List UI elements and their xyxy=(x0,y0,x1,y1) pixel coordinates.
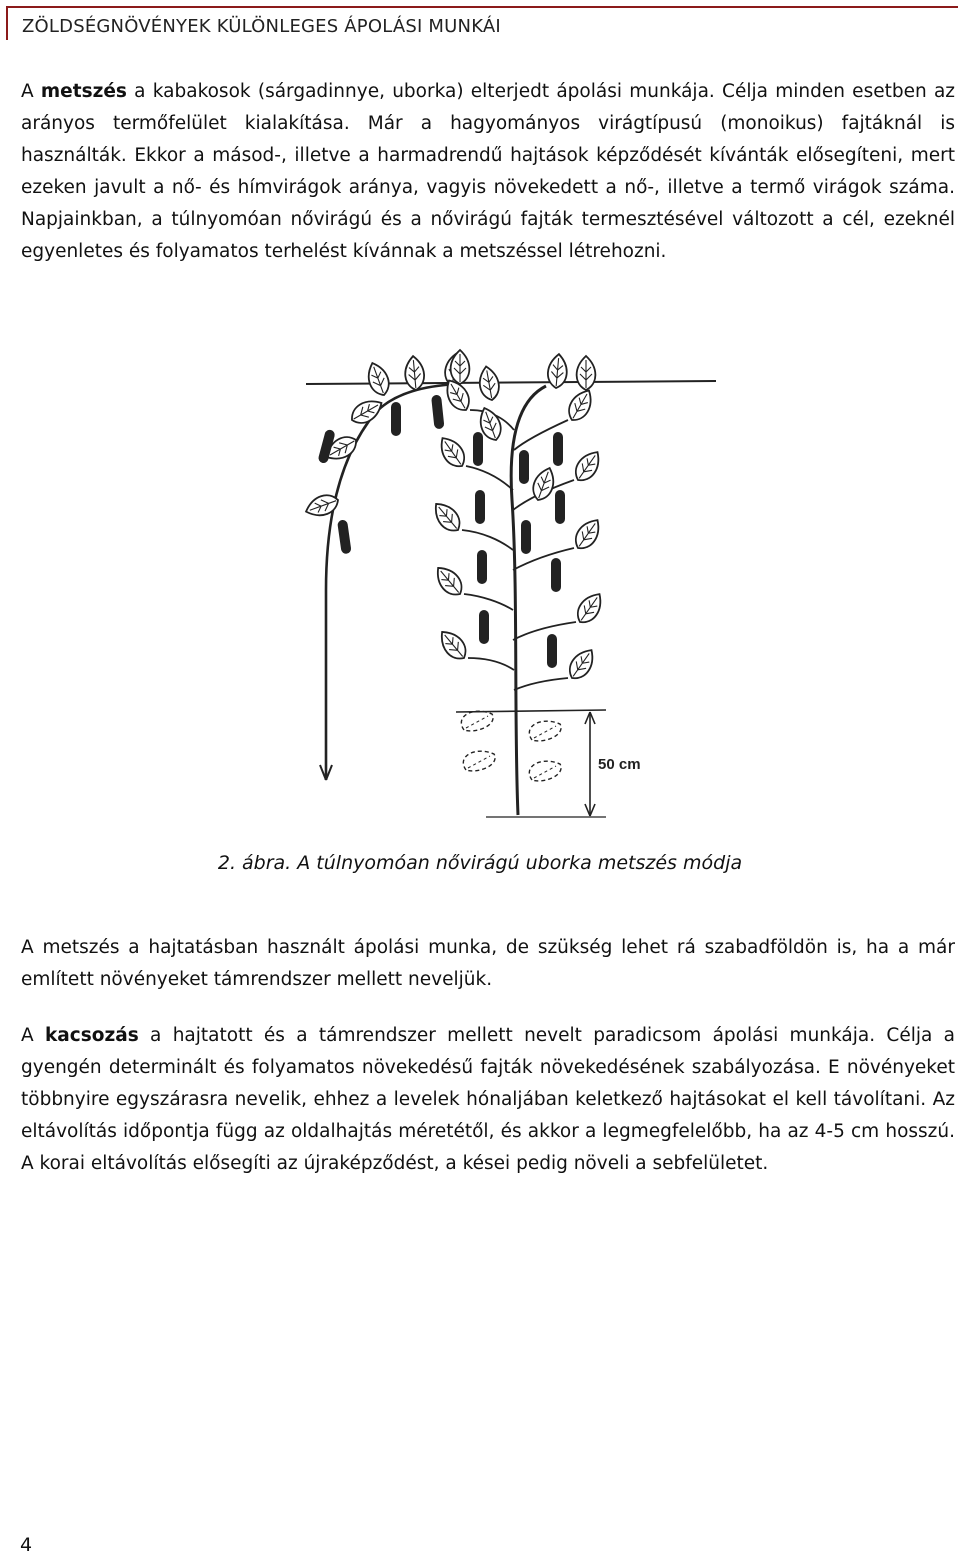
measure-label: 50 cm xyxy=(598,756,641,773)
support-wire xyxy=(306,381,716,384)
header-title: ZÖLDSÉGNÖVÉNYEK KÜLÖNLEGES ÁPOLÁSI MUNKÁI xyxy=(22,16,501,37)
keyword-metszes: metszés xyxy=(40,81,127,102)
paragraph-prefix: A xyxy=(21,81,41,102)
keyword-kacsozas: kacsozás xyxy=(44,1025,139,1046)
right-plant-fruits xyxy=(473,432,565,668)
paragraph-prefix: A xyxy=(21,1025,45,1046)
paragraph-metszes xyxy=(21,76,955,268)
left-plant-fruits xyxy=(317,394,444,554)
measure-top-line xyxy=(456,710,606,712)
removed-lower-leaves xyxy=(461,711,561,781)
paragraph-metszes-hajtatas: A metszés a hajtatásban használt ápolási munka, de szükség lehet rá szabadföldön is, ha a már említett növényeket támrendszer mellett neveljük. xyxy=(21,937,955,990)
right-plant-leaves xyxy=(429,350,607,683)
cucumber-pruning-figure xyxy=(256,340,718,835)
paragraph-kacsozas xyxy=(21,1020,955,1180)
figure-caption: 2. ábra. A túlnyomóan nővirágú uborka metszés módja xyxy=(217,852,743,874)
page-number: 4 xyxy=(20,1534,33,1556)
running-header xyxy=(6,6,958,40)
paragraph-body: a kabakosok (sárgadinnye, uborka) elterjedt ápolási munkája. Célja minden esetben az arányos termőfelület kialakítása. Már a hagyományos virágtípusú (monoikus) fajtáknál is használták. Ekkor a másod-, illetve a harmadrendű hajtások képződését kívánták elősegíteni, mert ezeken javult a nő- és hímvirágok aránya, vagyis növekedett a nő-, illetve a termő virágok száma. Napjainkban, a túlnyomóan nővirágú és a nővirágú fajták termesztésével változott a cél, ezeknél egyenletes és folyamatos terhelést kívánnak a metszéssel létrehozni. xyxy=(21,81,955,262)
paragraph-body: a hajtatott és a támrendszer mellett nevelt paradicsom ápolási munkája. Célja a gyengén determinált és folyamatos növekedésű fajták növekedésének szabályozása. E növényeket többnyire egyszárasra nevelik, ehhez a levelek hónaljában keletkező hajtásokat el kell távolítani. Az eltávolítás időpontja függ az oldalhajtás méretétől, és akkor a legmegfelelőbb, ha az 4-5 cm hosszú. A korai eltávolítás elősegíti az újraképződést, a kései pedig növeli a sebfelületet. xyxy=(21,1025,955,1174)
right-plant-stem xyxy=(511,386,546,815)
